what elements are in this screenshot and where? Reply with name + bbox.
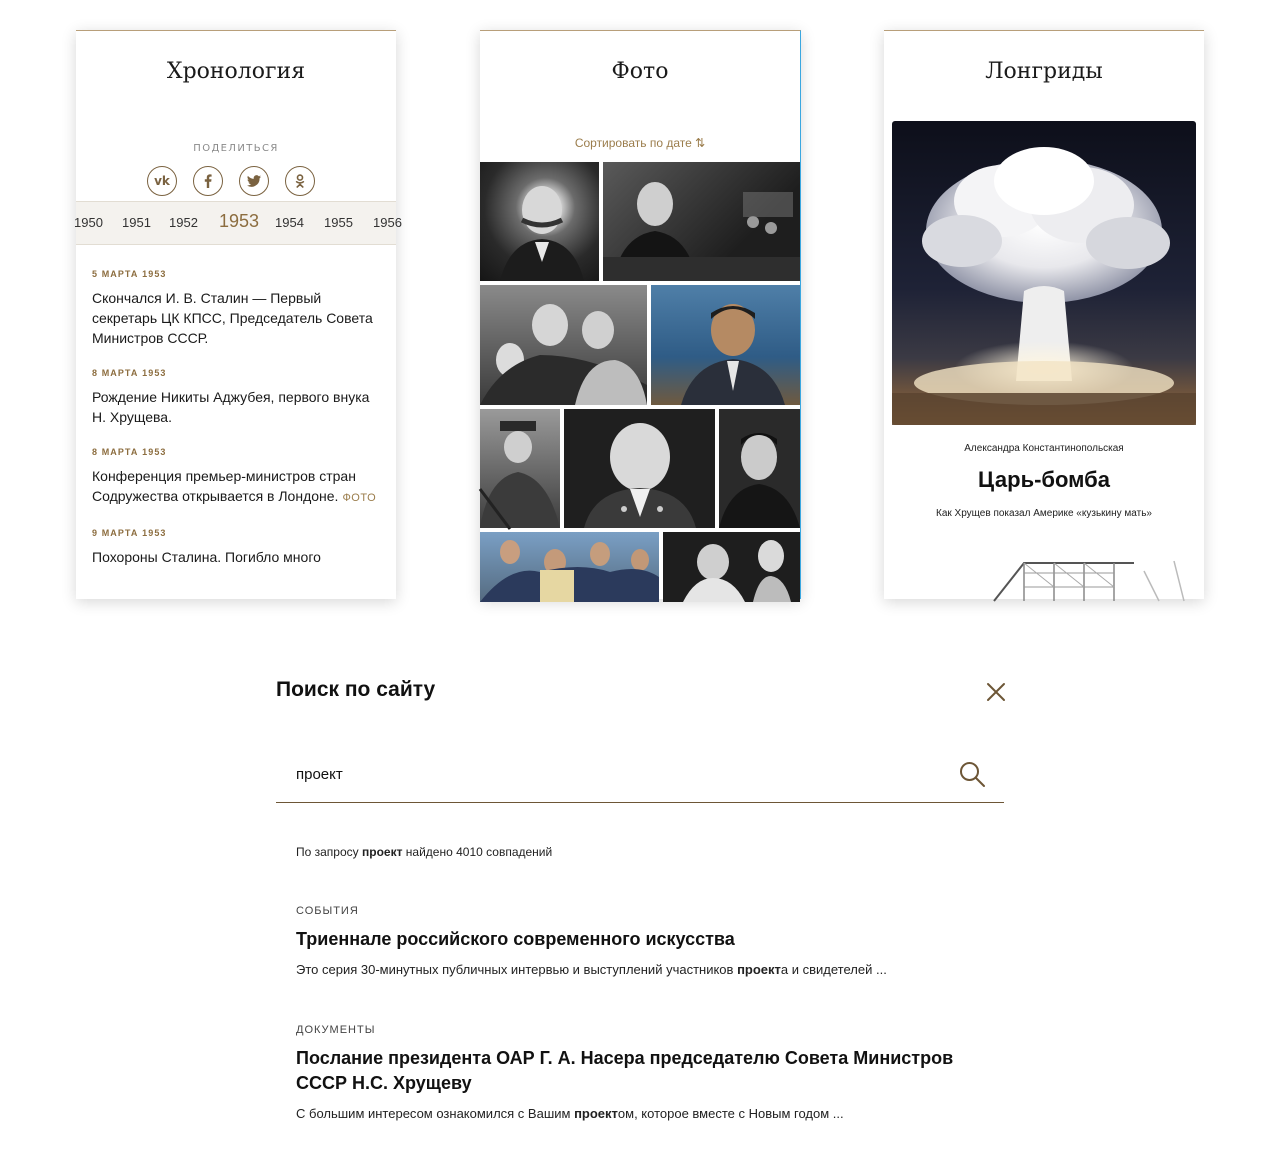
event-list	[92, 269, 382, 587]
result-category: ДОКУМЕНТЫ	[296, 1024, 376, 1036]
event-item[interactable]	[92, 447, 382, 508]
year-item[interactable]: 1950	[74, 215, 103, 230]
search-result	[296, 1024, 986, 1121]
close-icon[interactable]	[985, 681, 1007, 703]
photo-thumbnail[interactable]	[651, 285, 800, 405]
event-date: 9 МАРТА 1953	[92, 528, 167, 538]
search-result	[296, 905, 986, 977]
share-label: ПОДЕЛИТЬСЯ	[193, 143, 279, 154]
vk-share-button[interactable]	[147, 166, 177, 196]
year-item[interactable]: 1954	[275, 215, 304, 230]
event-text-wrap	[92, 466, 382, 508]
twitter-icon	[246, 173, 262, 189]
longread-cover-image[interactable]	[892, 121, 1196, 425]
year-item[interactable]: 1955	[324, 215, 353, 230]
odnoklassniki-icon	[292, 173, 308, 189]
search-underline	[276, 802, 1004, 803]
soldier-photo	[480, 409, 560, 528]
snippet-text: ом, которое вместе с Новым годом ...	[617, 1106, 844, 1121]
longreads-card	[884, 30, 1204, 599]
photo-thumbnail[interactable]	[480, 285, 647, 405]
group-color-photo	[480, 532, 659, 602]
year-item[interactable]: 1956	[373, 215, 402, 230]
nasser-photo	[651, 285, 800, 405]
results-summary	[296, 845, 552, 859]
event-date: 8 МАРТА 1953	[92, 368, 167, 378]
photo-thumbnail[interactable]	[719, 409, 800, 528]
event-text: Похороны Сталина. Погибло много	[92, 549, 321, 565]
vk-icon: vk	[154, 174, 170, 188]
twitter-share-button[interactable]	[239, 166, 269, 196]
sort-by-date-button[interactable]: Сортировать по дате ⇅	[574, 136, 706, 150]
next-longread-image[interactable]	[984, 561, 1204, 601]
photo-thumbnail[interactable]	[564, 409, 715, 528]
snippet-text: Это серия 30-минутных публичных интервью и выступлений участников	[296, 962, 738, 977]
family-photo	[480, 285, 647, 405]
snippet-match: проект	[574, 1106, 618, 1121]
event-item[interactable]	[92, 269, 382, 348]
photo-card	[480, 30, 801, 599]
chronology-card	[74, 30, 402, 599]
snippet-text: С большим интересом ознакомился с Вашим	[296, 1106, 575, 1121]
facebook-icon	[200, 173, 216, 189]
summary-query: проект	[362, 845, 403, 859]
search-input[interactable]	[276, 754, 956, 794]
search-icon[interactable]	[958, 760, 986, 788]
event-text: Скончался И. В. Сталин — Первый секретарь ЦК КПСС, Председатель Совета Министров СССР.	[92, 290, 373, 346]
year-selector	[74, 201, 402, 245]
event-item[interactable]	[92, 528, 382, 567]
result-title[interactable]: Послание президента ОАР Г. А. Насера председателю Совета Министров СССР Н.С. Хрущеву	[296, 1048, 954, 1093]
tower-structure-illustration	[984, 561, 1204, 601]
result-category: СОБЫТИЯ	[296, 905, 359, 917]
search-title: Поиск по сайту	[276, 678, 436, 701]
longread-title[interactable]: Царь-бомба	[978, 467, 1110, 492]
longreads-title: Лонгриды	[985, 59, 1103, 84]
event-item[interactable]	[92, 368, 382, 427]
event-photo-link[interactable]: ФОТО	[342, 492, 377, 504]
result-snippet	[296, 1106, 986, 1121]
khrushchev-photo	[564, 409, 715, 528]
facebook-share-button[interactable]	[193, 166, 223, 196]
summary-prefix: По запросу	[296, 845, 362, 859]
result-title[interactable]: Триеннале российского современного искусства	[296, 929, 735, 949]
longread-author: Александра Константинопольская	[964, 443, 1124, 454]
event-date: 5 МАРТА 1953	[92, 269, 167, 279]
snippet-text: а и свидетелей ...	[780, 962, 887, 977]
portrait-photo	[480, 162, 599, 281]
event-text: Конференция премьер-министров стран Содружества открывается в Лондоне.	[92, 468, 356, 504]
photo-thumbnail[interactable]	[480, 532, 659, 602]
event-date: 8 МАРТА 1953	[92, 447, 167, 457]
photo-title: Фото	[611, 59, 669, 84]
chronology-title: Хронология	[166, 59, 306, 84]
year-item[interactable]: 1951	[122, 215, 151, 230]
photo-thumbnail[interactable]	[663, 532, 800, 602]
young-man-photo	[719, 409, 800, 528]
photo-thumbnail[interactable]	[603, 162, 800, 281]
longread-subtitle: Как Хрущев показал Америке «кузькину мать»	[936, 508, 1152, 519]
year-item-active[interactable]: 1953	[219, 211, 260, 231]
event-text: Рождение Никиты Аджубея, первого внука Н. Хрущева.	[92, 389, 370, 425]
photo-thumbnail[interactable]	[480, 162, 599, 281]
result-snippet	[296, 962, 986, 977]
reception-photo	[663, 532, 800, 602]
speaker-photo	[603, 162, 800, 281]
odnoklassniki-share-button[interactable]	[285, 166, 315, 196]
snippet-match: проект	[737, 962, 781, 977]
year-item[interactable]: 1952	[169, 215, 198, 230]
photo-thumbnail[interactable]	[480, 409, 560, 528]
summary-suffix: найдено 4010 совпадений	[402, 845, 553, 859]
mushroom-cloud-illustration	[892, 121, 1196, 425]
share-buttons	[147, 166, 315, 196]
